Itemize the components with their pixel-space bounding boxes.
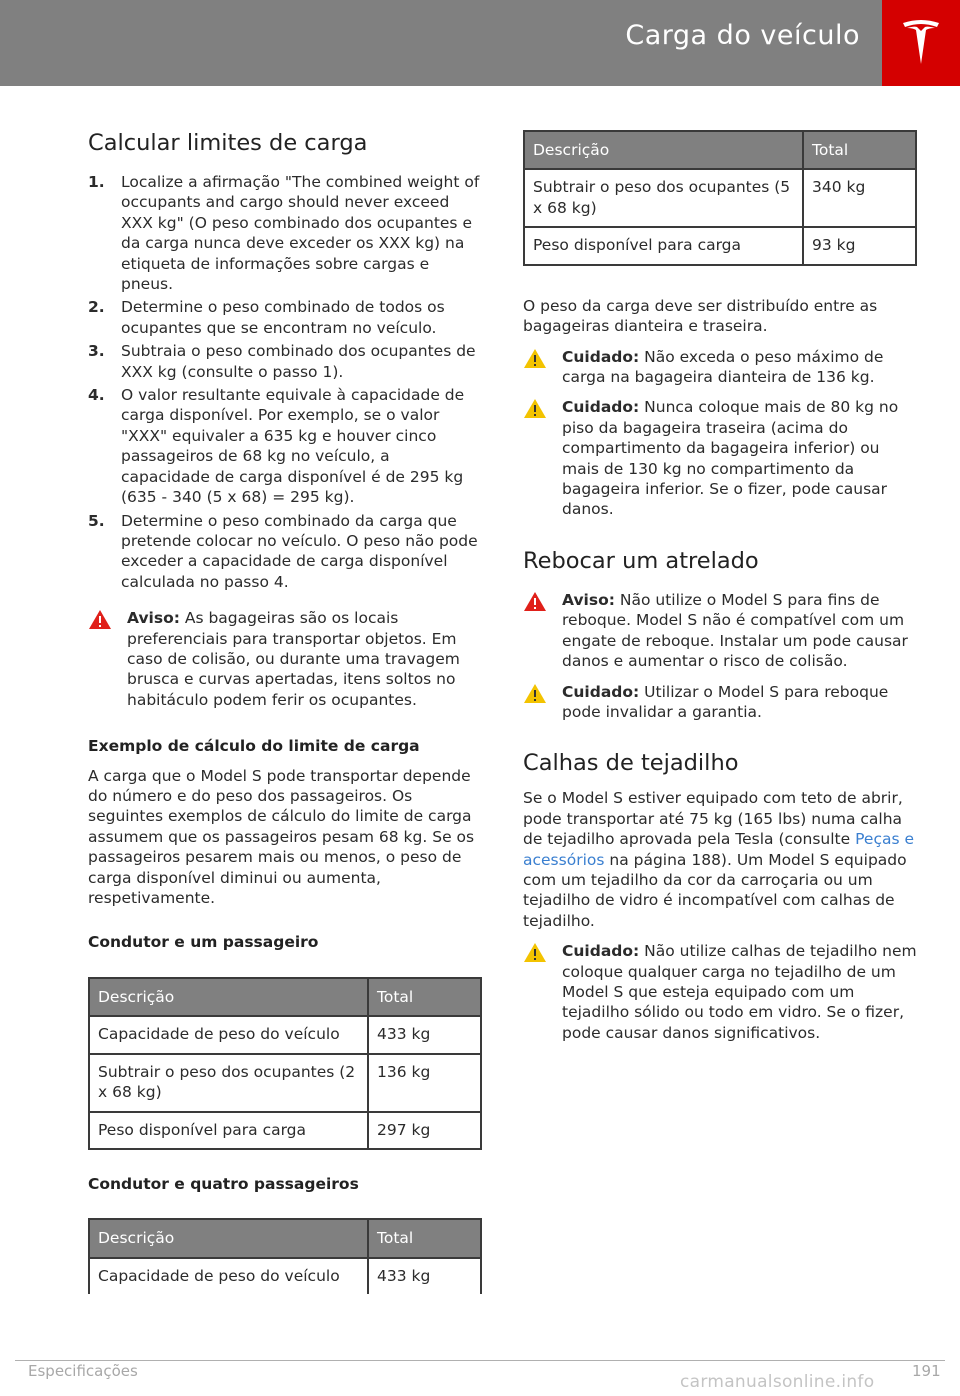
- table-cell: Capacidade de peso do veículo: [89, 1016, 368, 1053]
- step-number: 1.: [88, 173, 105, 191]
- example-heading: Exemplo de cálculo do limite de carga: [88, 737, 420, 756]
- step-number: 4.: [88, 386, 105, 405]
- footer-section: Especificações: [28, 1362, 138, 1380]
- list-item: [88, 341, 482, 382]
- caution-rear-trunk: [523, 397, 917, 519]
- tesla-logo: [882, 0, 960, 86]
- caution-roof: [523, 941, 917, 1043]
- table2-title: Condutor e quatro passageiros: [88, 1175, 359, 1194]
- caution-front-trunk: [523, 347, 917, 388]
- warning-note: [88, 608, 482, 710]
- step-text: Determine o peso combinado de todos os ocupantes que se encontram no veículo.: [121, 298, 445, 337]
- table-row: [89, 1258, 481, 1294]
- table-cell: Peso disponível para carga: [89, 1112, 368, 1149]
- step-text: Determine o peso combinado da carga que pretende colocar no veículo. O peso não pode exceder a capacidade de carga disponível calculada no passo 4.: [121, 511, 478, 591]
- roof-text: [523, 788, 917, 931]
- caution-triangle-icon: [523, 398, 547, 419]
- load-table-one-passenger: [88, 977, 482, 1150]
- column-header-total: Total: [368, 1219, 481, 1257]
- page-number: 191: [912, 1362, 941, 1380]
- caution-triangle-icon: [523, 348, 547, 369]
- caution-label: Cuidado:: [562, 347, 640, 366]
- column-header-description: Descrição: [89, 978, 368, 1016]
- table1-title: Condutor e um passageiro: [88, 933, 319, 952]
- list-item: [88, 297, 482, 338]
- column-header-total: Total: [803, 131, 916, 169]
- table-row: [89, 1016, 481, 1053]
- table-cell: Subtrair o peso dos ocupantes (5 x 68 kg): [524, 169, 803, 227]
- warning-triangle-icon: [523, 591, 547, 612]
- tesla-logo-icon: [901, 20, 941, 66]
- warning-text: As bagageiras são os locais preferenciais para transportar objetos. Em caso de colisão, ou durante uma travagem brusca e curvas apertadas, itens soltos no habitáculo podem ferir os ocupantes.: [127, 609, 460, 709]
- step-text: Localize a afirmação "The combined weight of occupants and cargo should never exceed XXX kg" (O peso combinado dos ocupantes e da carga nunca deve exceder os XXX kg) na etiqueta de informações sobre cargas e pneus.: [121, 173, 480, 294]
- caution-text: Utilizar o Model S para reboque pode invalidar a garantia.: [562, 682, 889, 721]
- page-header: [0, 0, 960, 86]
- table-cell: Capacidade de peso do veículo: [89, 1258, 368, 1294]
- caution-text: Não exceda o peso máximo de carga na bagageira dianteira de 136 kg.: [562, 347, 884, 387]
- warning-label: Aviso:: [562, 590, 615, 609]
- table-row: [524, 169, 916, 227]
- list-item: [88, 385, 482, 507]
- list-item: [88, 511, 482, 593]
- section-heading-roof-racks: Calhas de tejadilho: [523, 750, 739, 777]
- caution-label: Cuidado:: [562, 398, 640, 417]
- table-row: [89, 1054, 481, 1112]
- section-heading-towing: Rebocar um atrelado: [523, 547, 759, 574]
- warning-text: Não utilize o Model S para fins de reboque. Model S não é compatível com um engate de reboque. Instalar um pode causar danos e aumentar o risco de colisão.: [562, 590, 908, 671]
- roof-text-before: Se o Model S estiver equipado com teto de abrir, pode transportar até 75 kg (165 lbs) numa calha de tejadilho aprovada pela Tesla (consulte: [523, 789, 903, 849]
- table-cell: Subtrair o peso dos ocupantes (2 x 68 kg): [89, 1054, 368, 1112]
- table-cell: 433 kg: [368, 1016, 481, 1053]
- column-header-description: Descrição: [89, 1219, 368, 1257]
- warning-triangle-icon: [88, 609, 112, 630]
- caution-triangle-icon: [523, 942, 547, 963]
- warning-towing: [523, 590, 917, 672]
- caution-towing: [523, 682, 917, 723]
- caution-text: Não utilize calhas de tejadilho nem coloque qualquer carga no tejadilho de um Model S que esteja equipado com um tejadilho sólido ou todo em vidro. Se o fizer, pode causar danos significativos.: [562, 942, 917, 1042]
- warning-label: Aviso:: [127, 609, 180, 628]
- load-table-four-passengers: [88, 1218, 482, 1294]
- list-item: [88, 172, 482, 294]
- right-column: [523, 130, 917, 1043]
- table-row: [524, 227, 916, 264]
- table-cell: Peso disponível para carga: [524, 227, 803, 264]
- step-text: O valor resultante equivale à capacidade de carga disponível. Por exemplo, se o valor "XXX" equivaler a 635 kg e houver cinco passageiros de 68 kg no veículo, a capacidade de carga disponível é de 295 kg (635 - 340 (5 x 68) = 295 kg).: [121, 386, 465, 507]
- table-cell: 433 kg: [368, 1258, 481, 1294]
- caution-label: Cuidado:: [562, 942, 640, 961]
- caution-label: Cuidado:: [562, 682, 640, 701]
- parts-accessories-link[interactable]: Peças e acessórios: [523, 830, 914, 869]
- column-header-description: Descrição: [524, 131, 803, 169]
- example-text: A carga que o Model S pode transportar depende do número e do peso dos passageiros. Os seguintes exemplos de cálculo do limite de carga assumem que os passageiros pesam 68 kg. Se os passageiros pesarem mais ou menos, o peso de carga disponível diminui ou aumenta, respetivamente.: [88, 766, 475, 907]
- section-heading-load-limits: Calcular limites de carga: [88, 130, 368, 156]
- table-cell: 340 kg: [803, 169, 916, 227]
- table-row: [89, 1112, 481, 1149]
- caution-triangle-icon: [523, 683, 547, 704]
- footer-divider: [15, 1360, 945, 1361]
- steps-list: [88, 172, 482, 592]
- page-title: Carga do veículo: [625, 20, 860, 51]
- roof-text-after: na página 188). Um Model S equipado com um tejadilho da cor da carroçaria ou um tejadilho de vidro é incompatível com calhas de tejadilho.: [523, 850, 907, 930]
- left-column: [88, 128, 482, 1294]
- step-text: Subtraia o peso combinado dos ocupantes de XXX kg (consulte o passo 1).: [121, 342, 476, 381]
- load-table-four-passengers-continued: [523, 130, 917, 266]
- table-cell: 297 kg: [368, 1112, 481, 1149]
- table-cell: 93 kg: [803, 227, 916, 264]
- step-number: 2.: [88, 298, 105, 317]
- table-cell: 136 kg: [368, 1054, 481, 1112]
- column-header-total: Total: [368, 978, 481, 1016]
- caution-text: Nunca coloque mais de 80 kg no piso da bagageira traseira (acima do compartimento da bagageira inferior) ou mais de 130 kg no compartimento da bagageira inferior. Se o fizer, pode causar danos.: [562, 398, 899, 519]
- distribution-text: O peso da carga deve ser distribuído entre as bagageiras dianteira e traseira.: [523, 296, 878, 336]
- step-number: 5.: [88, 511, 105, 530]
- step-number: 3.: [88, 342, 105, 361]
- watermark: carmanualsonline.info: [680, 1372, 875, 1392]
